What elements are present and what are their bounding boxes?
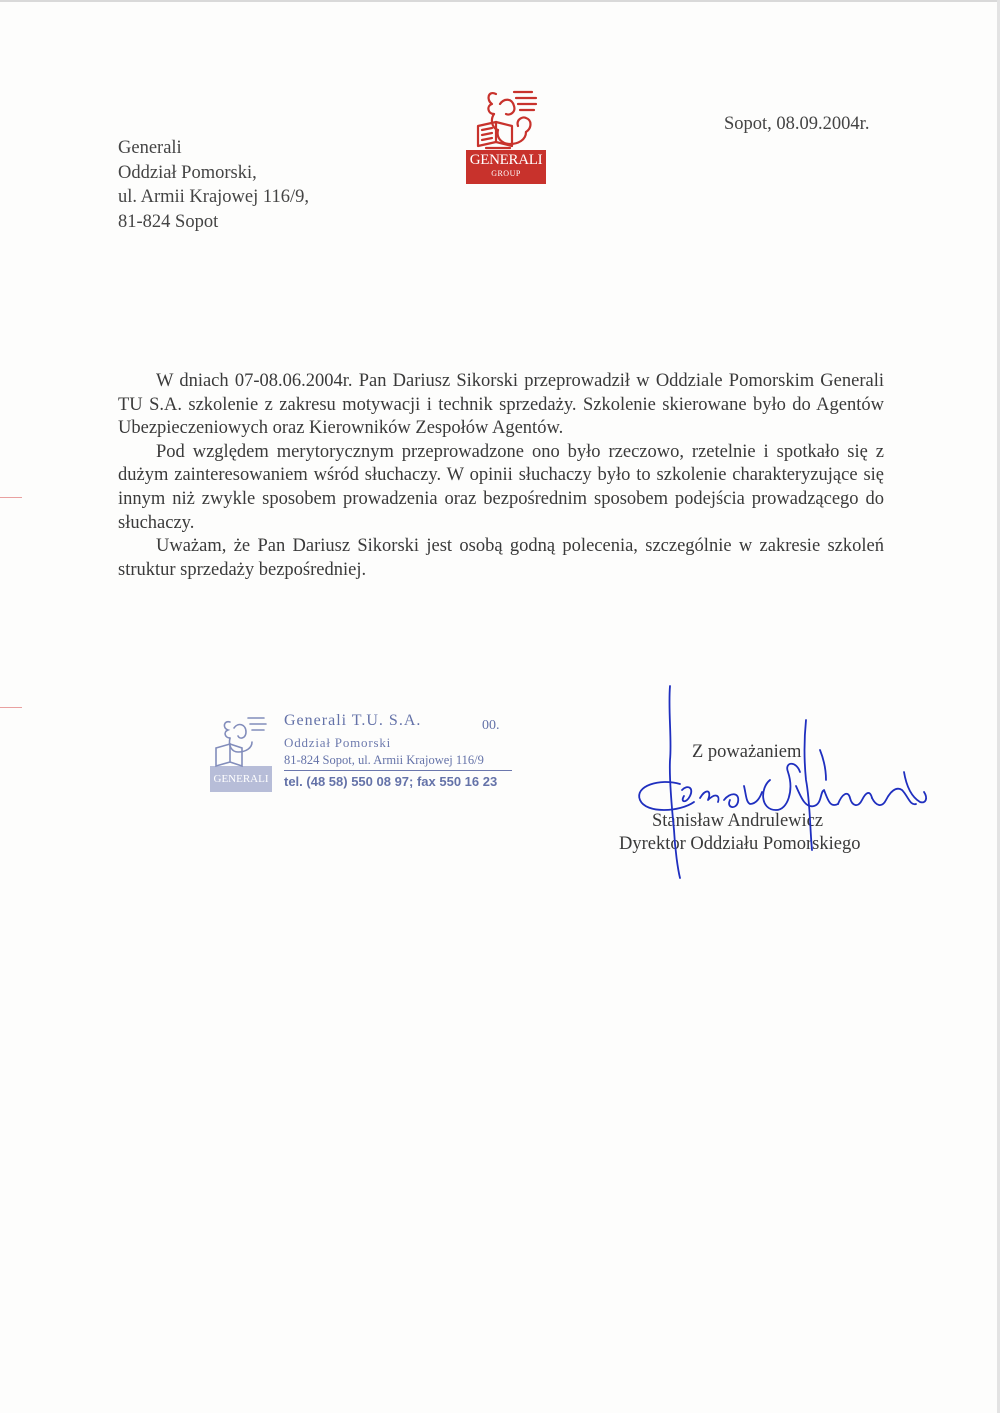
sender-address bbox=[118, 136, 309, 234]
letter-body bbox=[118, 370, 884, 582]
svg-text:GENERALI: GENERALI bbox=[213, 773, 269, 785]
company-stamp bbox=[208, 712, 528, 798]
signatory-name: Stanisław Andrulewicz bbox=[652, 811, 824, 831]
stamp-divider bbox=[284, 770, 512, 771]
logo-name: GENERALI bbox=[469, 152, 543, 168]
stamp-branch: Oddział Pomorski bbox=[284, 735, 392, 750]
sender-line: Generali bbox=[118, 138, 182, 158]
sender-line: 81-824 Sopot bbox=[118, 211, 219, 232]
stamp-company-name: Generali T.U. S.A. bbox=[284, 712, 422, 729]
body-paragraph: W dniach 07-08.06.2004r. Pan Dariusz Sikorski przeprowadził w Oddziale Pomorskim Generali TU S.A. szkolenie z zakresu motywacji i technik sprzedaży. Szkolenie skierowane było do Agentów Ubezpieczeniowych oraz Kierowników Zespołów Agentów. bbox=[118, 371, 884, 439]
signatory-title: Dyrektor Oddziału Pomorskiego bbox=[619, 834, 861, 854]
body-paragraph: Pod względem merytorycznym przeprowadzone ono było rzeczowo, rzetelnie i spotkało się z dużym zainteresowaniem wśród słuchaczy. W opinii słuchaczy było to szkolenie charakteryzujące się innym niż zwykle sposobem prowadzenia oraz bezpośrednim sposobem podejścia prowadzącego do słuchaczy. bbox=[118, 441, 884, 533]
stamp-phone-fax: tel. (48 58) 550 08 97; fax 550 16 23 bbox=[284, 774, 498, 789]
fold-mark bbox=[0, 497, 22, 498]
stamp-logo-icon bbox=[208, 714, 274, 796]
closing-salutation: Z poważaniem bbox=[692, 742, 802, 762]
generali-logo bbox=[466, 86, 546, 184]
stamp-address: 81-824 Sopot, ul. Armii Krajowej 116/9 bbox=[284, 753, 484, 767]
fold-mark bbox=[0, 707, 22, 708]
logo-group: GROUP bbox=[491, 169, 521, 178]
sender-line: Oddział Pomorski, bbox=[118, 162, 257, 183]
winged-lion-icon bbox=[466, 86, 546, 152]
handwritten-signature bbox=[620, 680, 940, 880]
sender-line: ul. Armii Krajowej 116/9, bbox=[118, 187, 309, 207]
stamp-number: 00. bbox=[482, 718, 500, 733]
letter-date: Sopot, 08.09.2004r. bbox=[724, 114, 870, 134]
page-top-edge bbox=[0, 0, 1000, 2]
logo-badge bbox=[466, 150, 546, 184]
body-paragraph: Uważam, że Pan Dariusz Sikorski jest osobą godną polecenia, szczególnie w zakresie szkoleń struktur sprzedaży bezpośredniej. bbox=[118, 536, 884, 580]
